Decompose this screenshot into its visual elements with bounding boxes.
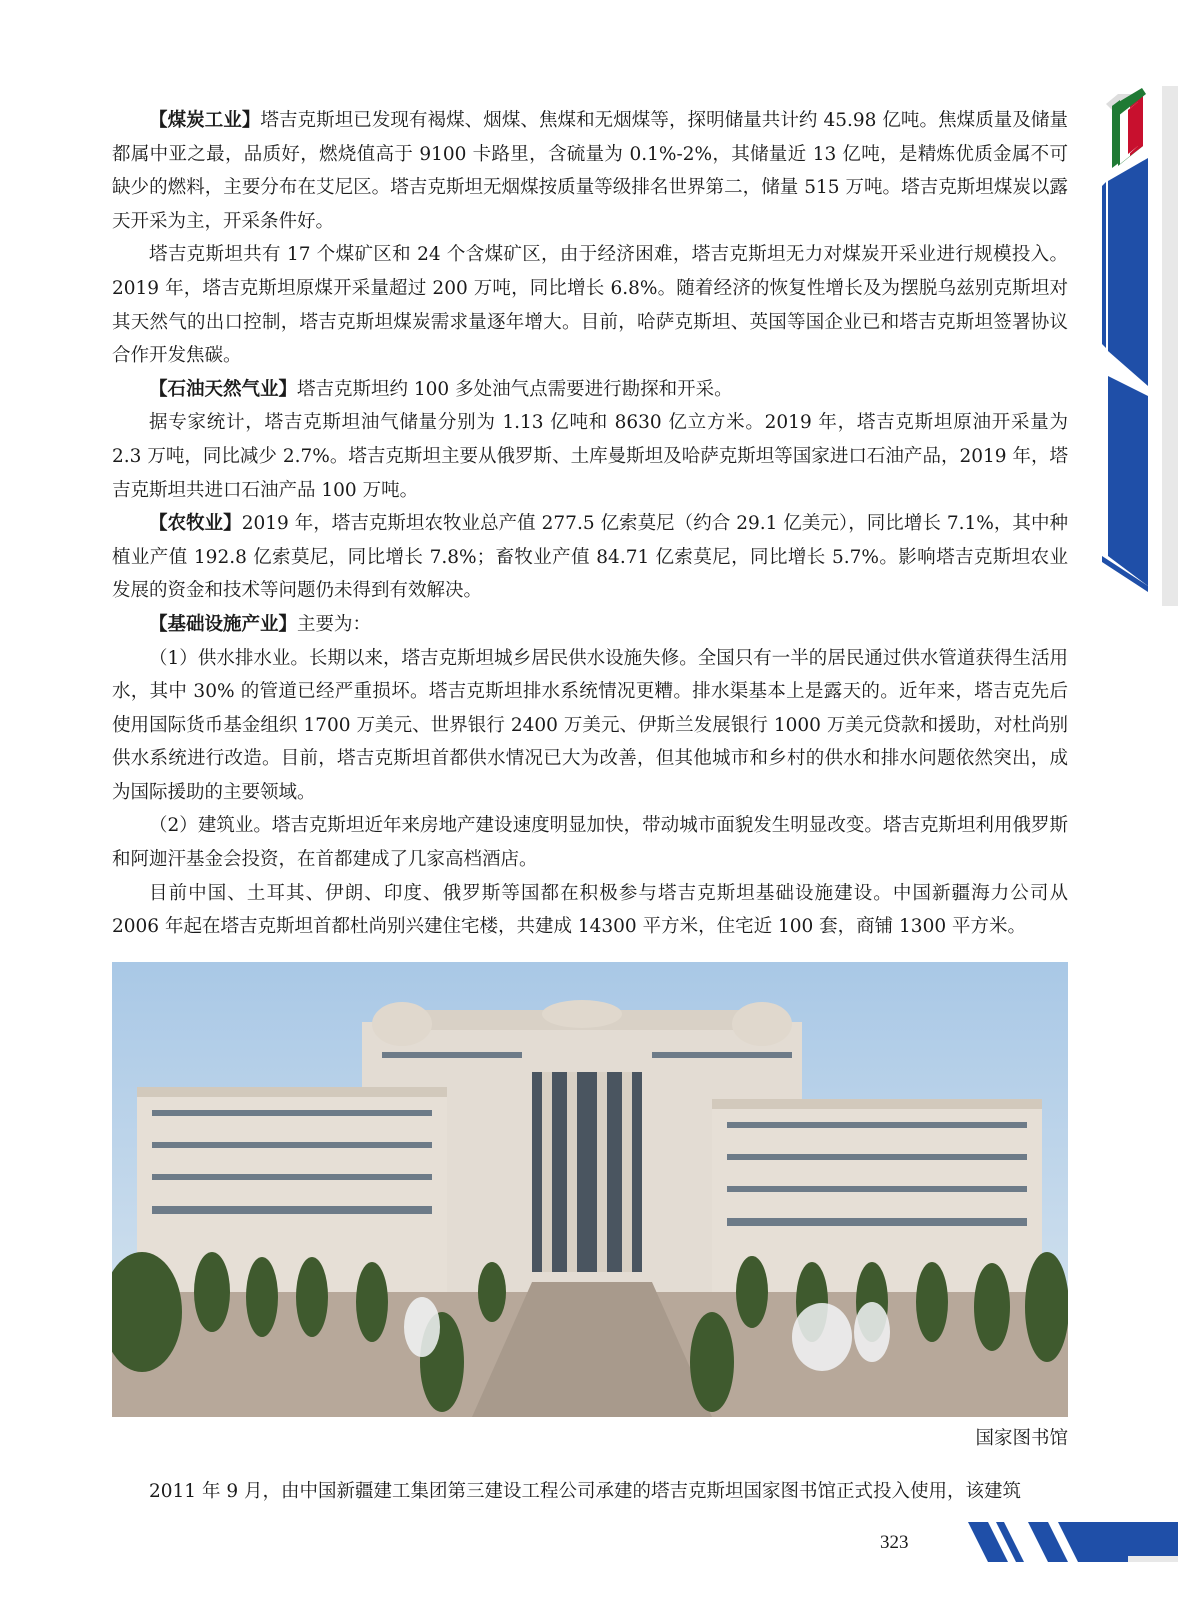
- section-heading-oil: 【石油天然气业】: [149, 378, 298, 400]
- section-heading-agriculture: 【农牧业】: [149, 513, 242, 535]
- national-library-photo: [112, 962, 1068, 1417]
- flag-icon: [1106, 88, 1146, 168]
- paragraph-agriculture: 【农牧业】2019 年，塔吉克斯坦农牧业总产值 277.5 亿索莫尼（约合 29.1 亿美元），同比增长 7.1%，其中种植业产值 192.8 亿索莫尼，同比增长 7.8%；畜牧业产值 84.71 亿索莫尼，同比增长 5.7%。影响塔吉克斯坦农业发展的资金和技术等问题仍未得到有效解决。: [112, 513, 1068, 602]
- paragraph-library: 2011 年 9 月，由中国新疆建工集团第三建设工程公司承建的塔吉克斯坦国家图书馆正式投入使用，该建筑: [149, 1480, 1021, 1502]
- section-heading-infrastructure: 【基础设施产业】: [149, 613, 298, 635]
- paragraph-cooperation: 目前中国、土耳其、伊朗、印度、俄罗斯等国都在积极参与塔吉克斯坦基础设施建设。中国新疆海力公司从 2006 年起在塔吉克斯坦首都杜尚别兴建住宅楼，共建成 14300 平方米，住宅近 100 套，商铺 1300 平方米。: [112, 882, 1068, 938]
- thin-stripe: [1102, 182, 1106, 348]
- page-edge: [1162, 86, 1178, 606]
- section-heading-coal: 【煤炭工业】: [149, 110, 261, 131]
- photo-caption: 国家图书馆: [975, 1428, 1068, 1449]
- blue-stripe: [1108, 158, 1148, 386]
- paragraph-construction: （2）建筑业。塔吉克斯坦近年来房地产建设速度明显加快，带动城市面貌发生明显改变。塔吉克斯坦利用俄罗斯和阿迦汗基金会投资，在首都建成了几家高档酒店。: [112, 815, 1068, 871]
- page-number: 323: [880, 1532, 909, 1553]
- paragraph-oil-2: 据专家统计，塔吉克斯坦油气储量分别为 1.13 亿吨和 8630 亿立方米。2019 年，塔吉克斯坦原油开采量为 2.3 万吨，同比减少 2.7%。塔吉克斯坦主要从俄罗斯、土库曼斯坦及哈萨克斯坦等国家进口石油产品，2019 年，塔吉克斯坦共进口石油产品 100 万吨。: [112, 412, 1068, 501]
- side-decoration: [1098, 86, 1178, 606]
- paragraph-oil: 【石油天然气业】塔吉克斯坦约 100 多处油气点需要进行勘探和开采。: [149, 378, 733, 400]
- body-text: [112, 104, 1068, 944]
- paragraph-coal: 【煤炭工业】塔吉克斯坦已发现有褐煤、烟煤、焦煤和无烟煤等，探明储量共计约 45.98 亿吨。焦煤质量及储量都属中亚之最，品质好，燃烧值高于 9100 卡路里，含硫量为 0.1%-2%，其储量近 13 亿吨，是精炼优质金属不可缺少的燃料，主要分布在艾尼区。塔吉克斯坦无烟煤按质量等级排名世界第二，储量 515 万吨。塔吉克斯坦煤炭以露天开采为主，开采条件好。: [112, 110, 1068, 232]
- blue-stripe-lower: [1108, 376, 1148, 586]
- page-corner-decoration: [968, 1522, 1178, 1562]
- paragraph-coal-2: 塔吉克斯坦共有 17 个煤矿区和 24 个含煤矿区，由于经济困难，塔吉克斯坦无力对煤炭开采业进行规模投入。2019 年，塔吉克斯坦原煤开采量超过 200 万吨，同比增长 6.8%。随着经济的恢复性增长及为摆脱乌兹别克斯坦对其天然气的出口控制，塔吉克斯坦煤炭需求量逐年增大。目前，哈萨克斯坦、英国等国企业已和塔吉克斯坦签署协议合作开发焦碳。: [112, 244, 1068, 367]
- paragraph-infrastructure: 【基础设施产业】主要为：: [149, 613, 372, 635]
- paragraph-water: （1）供水排水业。长期以来，塔吉克斯坦城乡居民供水设施失修。全国只有一半的居民通过供水管道获得生活用水，其中 30% 的管道已经严重损坏。塔吉克斯坦排水系统情况更糟。排水渠基本上是露天的。近年来，塔吉克先后使用国际货币基金组织 1700 万美元、世界银行 2400 万美元、伊斯兰发展银行 1000 万美元贷款和援助，对杜尚别供水系统进行改造。目前，塔吉克斯坦首都供水情况已大为改善，但其他城市和乡村的供水和排水问题依然突出，成为国际援助的主要领域。: [112, 647, 1068, 803]
